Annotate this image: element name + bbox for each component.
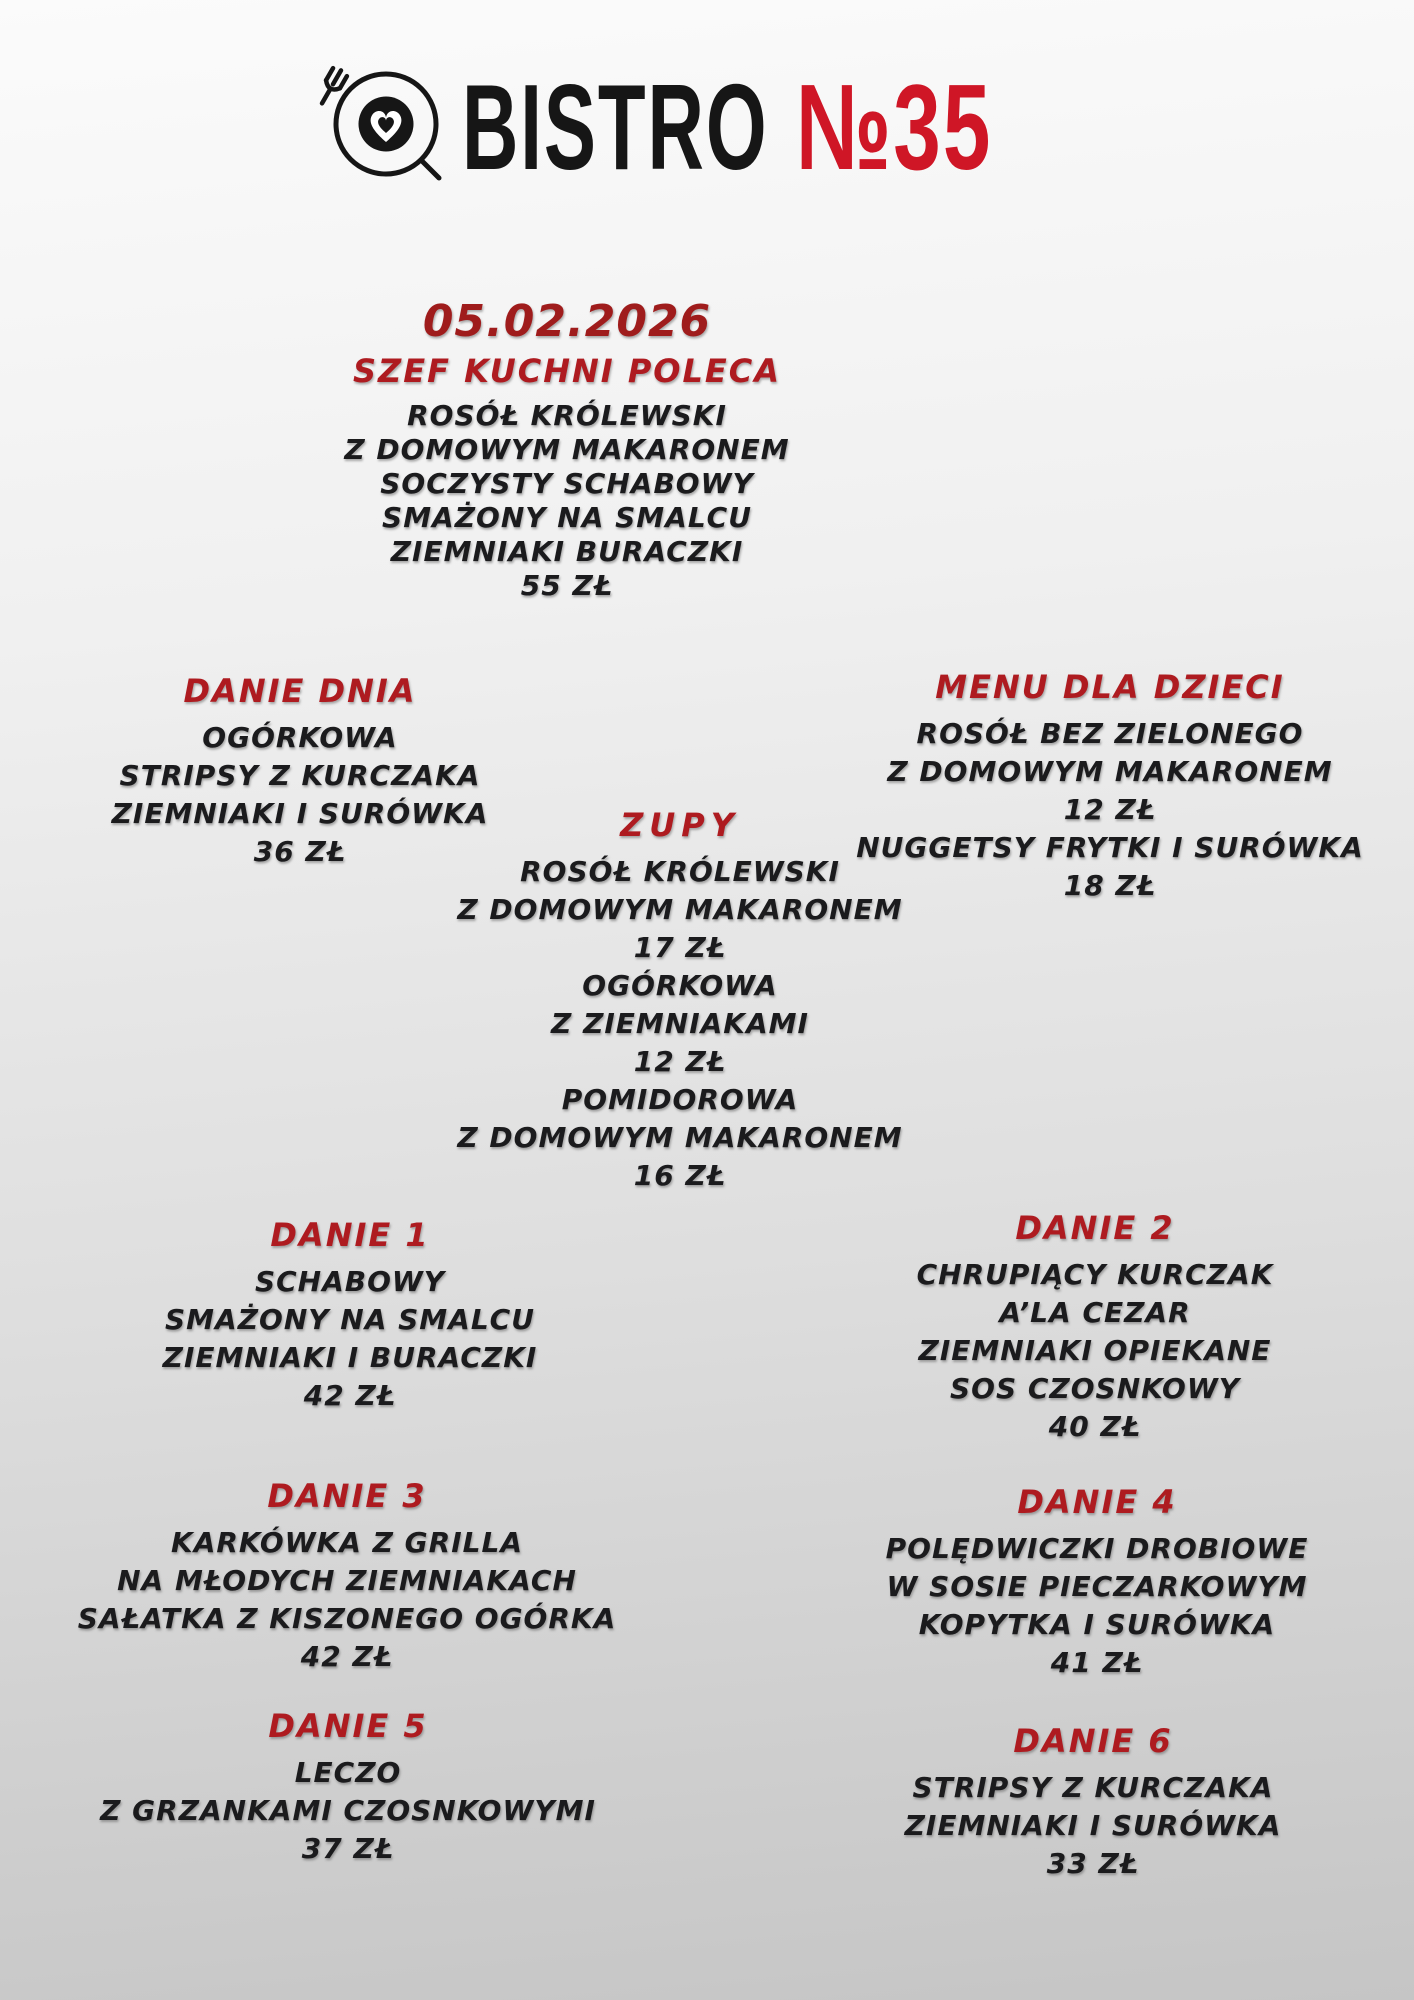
section-title: SZEF KUCHNI POLECA: [352, 352, 781, 390]
menu-line: NA MŁODYCH ZIEMNIAKACH: [117, 1564, 577, 1597]
section-lines: [163, 1263, 538, 1415]
menu-line: W SOSIE PIECZARKOWYM: [886, 1570, 1308, 1603]
menu-line: SMAŻONY NA SMALCU: [165, 1303, 535, 1336]
menu-line: ZIEMNIAKI I BURACZKI: [162, 1341, 538, 1374]
menu-line: LECZO: [294, 1756, 402, 1789]
section-danie-6: [905, 1722, 1282, 1883]
section-lines: [78, 1524, 617, 1676]
menu-line: SOCZYSTY SCHABOWY: [380, 467, 754, 500]
section-title: ZUPY: [620, 806, 740, 844]
menu-line: ZIEMNIAKI BURACZKI: [390, 535, 744, 568]
section-danie-1: [163, 1216, 538, 1415]
section-danie-3: [78, 1477, 617, 1676]
menu-line: 33 ZŁ: [1046, 1847, 1140, 1880]
menu-line: A’LA CEZAR: [999, 1296, 1191, 1329]
menu-line: OGÓRKOWA: [582, 969, 778, 1002]
menu-line: STRIPSY Z KURCZAKA: [912, 1771, 1274, 1804]
menu-line: CHRUPIĄCY KURCZAK: [916, 1258, 1274, 1291]
menu-line: ZIEMNIAKI I SURÓWKA: [111, 797, 489, 830]
menu-line: SCHABOWY: [254, 1265, 446, 1298]
section-lines: [856, 715, 1364, 905]
menu-line: 42 ZŁ: [303, 1379, 397, 1412]
section-menu-dla-dzieci: [856, 668, 1364, 905]
section-danie-4: [886, 1483, 1309, 1682]
section-lines: [886, 1530, 1309, 1682]
menu-date: 05.02.2026: [422, 296, 712, 347]
logo-wordmark: BISTRO: [462, 59, 769, 195]
menu-line: POMIDOROWA: [561, 1083, 799, 1116]
menu-line: Z ZIEMNIAKAMI: [551, 1007, 809, 1040]
section-lines: [905, 1769, 1282, 1883]
menu-line: SOS CZOSNKOWY: [949, 1372, 1241, 1405]
menu-line: 37 ZŁ: [301, 1832, 395, 1865]
section-lines: [344, 399, 789, 603]
section-title: DANIE 2: [1015, 1209, 1175, 1247]
section-danie-dnia: [112, 672, 489, 871]
section-title: DANIE 5: [268, 1707, 428, 1745]
menu-line: 36 ZŁ: [253, 835, 347, 868]
menu-line: 12 ZŁ: [1063, 793, 1157, 826]
menu-line: ZIEMNIAKI OPIEKANE: [918, 1334, 1272, 1367]
menu-line: ROSÓŁ BEZ ZIELONEGO: [916, 717, 1304, 750]
section-lines: [112, 719, 489, 871]
section-danie-5: [100, 1707, 596, 1868]
menu-line: 40 ZŁ: [1048, 1410, 1142, 1443]
section-title: DANIE DNIA: [183, 672, 417, 710]
menu-line: ROSÓŁ KRÓLEWSKI: [407, 399, 727, 432]
section-danie-2: [917, 1209, 1274, 1446]
section-title: DANIE 3: [267, 1477, 427, 1515]
section-title: DANIE 6: [1013, 1722, 1173, 1760]
section-title: DANIE 4: [1017, 1483, 1177, 1521]
menu-line: STRIPSY Z KURCZAKA: [119, 759, 481, 792]
menu-line: Z DOMOWYM MAKARONEM: [344, 433, 790, 466]
menu-line: Z GRZANKAMI CZOSNKOWYMI: [100, 1794, 596, 1827]
section-title: MENU DLA DZIECI: [935, 668, 1285, 706]
menu-line: ROSÓŁ KRÓLEWSKI: [520, 855, 840, 888]
menu-line: 17 ZŁ: [633, 931, 727, 964]
menu-line: 41 ZŁ: [1050, 1646, 1144, 1679]
menu-line: SMAŻONY NA SMALCU: [382, 501, 752, 534]
menu-line: 18 ZŁ: [1063, 869, 1157, 902]
logo-number: №35: [796, 59, 993, 195]
menu-line: Z DOMOWYM MAKARONEM: [457, 1121, 903, 1154]
menu-line: Z DOMOWYM MAKARONEM: [887, 755, 1333, 788]
plate-heart-fork-icon: [316, 62, 448, 186]
menu-line: KARKÓWKA Z GRILLA: [170, 1526, 524, 1559]
menu-line: NUGGETSY FRYTKI I SURÓWKA: [856, 831, 1364, 864]
menu-line: 12 ZŁ: [633, 1045, 727, 1078]
menu-line: OGÓRKOWA: [202, 721, 398, 754]
section-lines: [917, 1256, 1274, 1446]
menu-line: SAŁATKA Z KISZONEGO OGÓRKA: [77, 1602, 617, 1635]
section-title: DANIE 1: [270, 1216, 430, 1254]
section-zupy: [457, 806, 902, 1195]
menu-line: 16 ZŁ: [633, 1159, 727, 1192]
menu-line: ZIEMNIAKI I SURÓWKA: [904, 1809, 1282, 1842]
menu-line: POLĘDWICZKI DROBIOWE: [885, 1532, 1309, 1565]
section-szef-kuchni-poleca: [344, 352, 789, 603]
menu-line: 55 ZŁ: [520, 569, 614, 602]
section-lines: [457, 853, 902, 1195]
menu-line: Z DOMOWYM MAKARONEM: [457, 893, 903, 926]
menu-line: KOPYTKA I SURÓWKA: [918, 1608, 1276, 1641]
menu-line: 42 ZŁ: [300, 1640, 394, 1673]
section-lines: [100, 1754, 596, 1868]
